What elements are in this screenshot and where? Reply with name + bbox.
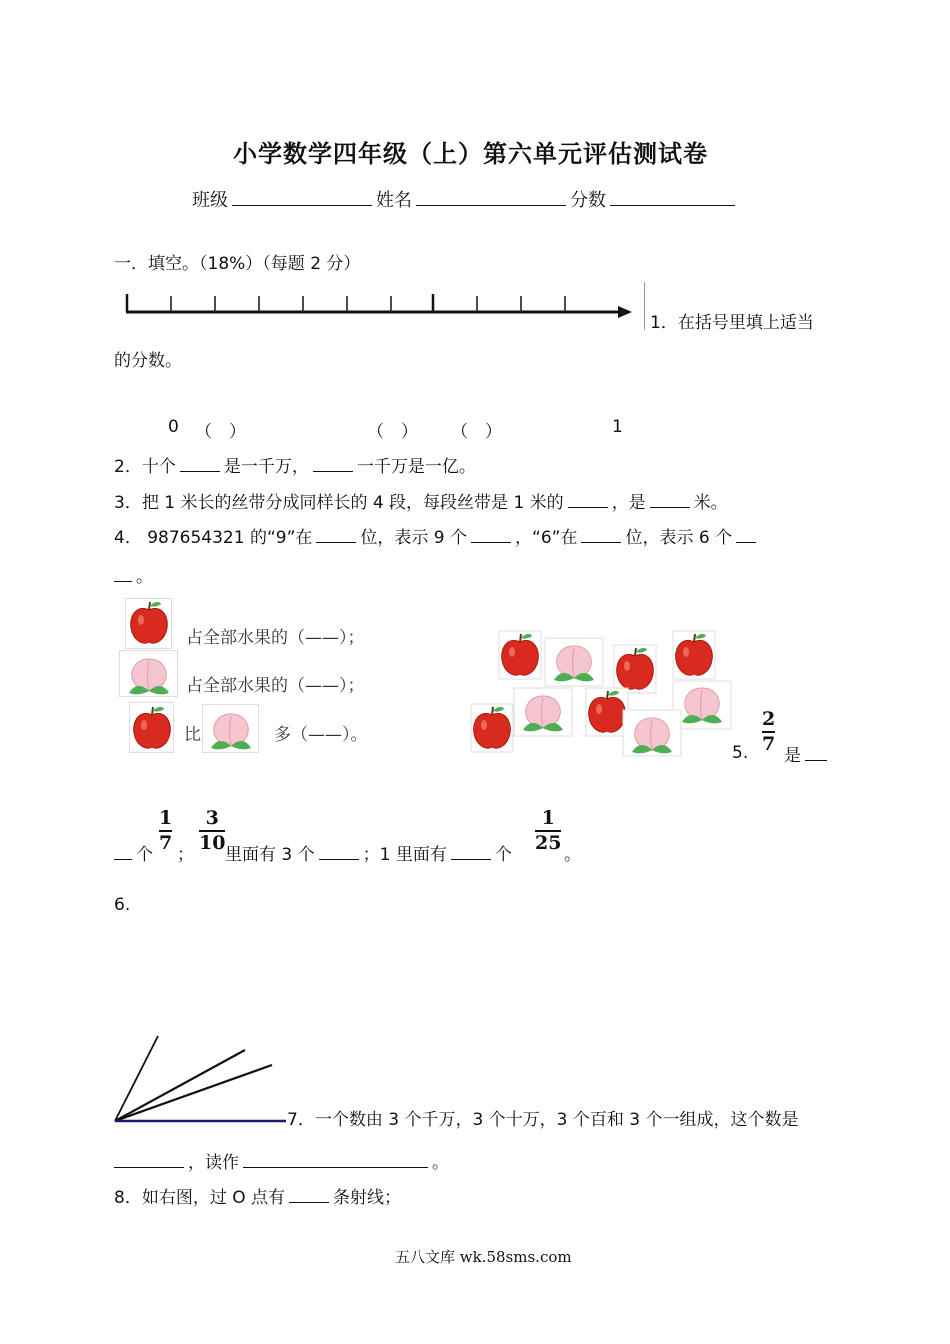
number-line bbox=[118, 288, 638, 324]
q1-text: 1．在括号里填上适当 bbox=[650, 313, 814, 333]
page-title: 小学数学四年级（上）第六单元评估测试卷 bbox=[233, 140, 708, 168]
peach-icon bbox=[119, 650, 179, 698]
q5-is: 是 bbox=[784, 741, 831, 766]
q4-blank-2[interactable] bbox=[471, 525, 511, 543]
apple-icon bbox=[586, 688, 628, 736]
label-one: 1 bbox=[612, 417, 623, 437]
fruit-group bbox=[468, 626, 738, 758]
q5-period: 。 bbox=[564, 845, 581, 865]
apple-icon bbox=[125, 598, 173, 650]
peach-icon bbox=[202, 704, 260, 754]
apple-icon bbox=[471, 704, 513, 752]
label-zero: 0 bbox=[168, 417, 179, 437]
q3: 3．把 1 米长的丝带分成同样长的 4 段，每段丝带是 1 米的 ，是 米。 bbox=[114, 488, 728, 513]
score-label: 分数 bbox=[570, 190, 606, 211]
peach-icon bbox=[623, 710, 681, 756]
rays-figure bbox=[110, 1030, 290, 1126]
class-blank[interactable] bbox=[232, 188, 372, 206]
legend-row3-a: 比 bbox=[184, 725, 201, 745]
fraction-2-7: 2 7 bbox=[762, 708, 776, 755]
q1-text-cont: 的分数。 bbox=[114, 351, 182, 371]
q5-blank-1b[interactable] bbox=[114, 842, 132, 860]
paren-c[interactable]: （ ） bbox=[451, 422, 502, 442]
q5-blank-2[interactable] bbox=[319, 842, 359, 860]
paren-a[interactable]: （ ） bbox=[195, 422, 246, 442]
q5-number: 5. bbox=[732, 743, 749, 763]
q7-blank-1[interactable] bbox=[114, 1150, 184, 1168]
legend-row1: 占全部水果的（——）； bbox=[186, 628, 365, 648]
q2-blank-2[interactable] bbox=[313, 454, 353, 472]
peach-icon bbox=[673, 681, 731, 729]
footer-watermark: 五八文库 wk.58sms.com bbox=[395, 1248, 572, 1266]
q5-inside: 里面有 3 个 ；1 里面有 个 bbox=[225, 840, 512, 865]
q3-blank-2[interactable] bbox=[650, 490, 690, 508]
legend-row2: 占全部水果的（——）； bbox=[186, 676, 365, 696]
q8-blank[interactable] bbox=[289, 1185, 329, 1203]
number-line-arrow bbox=[618, 306, 632, 318]
q6-number: 6. bbox=[114, 895, 131, 915]
q4: 4． 987654321 的“9”在 位，表示 9 个 ，“6”在 位，表示 6 个 bbox=[114, 523, 760, 548]
ray-2 bbox=[115, 1050, 245, 1121]
q8: 8．如右图，过 O 点有 条射线； bbox=[114, 1183, 401, 1208]
apple-icon bbox=[129, 702, 175, 754]
legend-row3-b: 多（——）。 bbox=[274, 725, 368, 745]
q2-blank-1[interactable] bbox=[180, 454, 220, 472]
q7-cont: ，读作 。 bbox=[114, 1148, 449, 1173]
q7-text: 7．一个数由 3 个千万，3 个十万，3 个百和 3 个一组成，这个数是 bbox=[287, 1110, 799, 1130]
paren-b[interactable]: （ ） bbox=[367, 422, 418, 442]
q4-blank-4b[interactable] bbox=[114, 564, 132, 582]
section1-heading: 一．填空。（18%）（每题 2 分） bbox=[114, 254, 361, 274]
q7-blank-2[interactable] bbox=[243, 1150, 428, 1168]
q3-blank-1[interactable] bbox=[568, 490, 608, 508]
q5-blank-1a[interactable] bbox=[805, 743, 827, 761]
q5-semicolon-1: ； bbox=[177, 845, 194, 865]
fraction-1-7: 1 7 bbox=[159, 807, 173, 854]
q4-blank-3[interactable] bbox=[581, 525, 621, 543]
q4-cont: 。 bbox=[114, 562, 153, 587]
fraction-3-10: 3 10 bbox=[199, 807, 226, 854]
q4-blank-1[interactable] bbox=[316, 525, 356, 543]
q5-blank-3[interactable] bbox=[451, 842, 491, 860]
apple-icon bbox=[499, 631, 541, 679]
name-label: 姓名 bbox=[376, 190, 412, 211]
q4-blank-4a[interactable] bbox=[736, 525, 756, 543]
score-blank[interactable] bbox=[610, 188, 735, 206]
name-blank[interactable] bbox=[416, 188, 566, 206]
fraction-1-25: 1 25 bbox=[535, 807, 562, 854]
apple-icon bbox=[614, 645, 656, 693]
q2: 2．十个 是一千万， 一千万是一亿。 bbox=[114, 452, 476, 477]
image-border bbox=[644, 282, 645, 330]
number-line-ticks bbox=[127, 294, 565, 312]
header-fields bbox=[192, 186, 739, 212]
class-label: 班级 bbox=[192, 190, 228, 211]
q5-line2: 个 bbox=[114, 840, 153, 865]
peach-icon bbox=[514, 688, 572, 736]
apple-icon bbox=[673, 631, 715, 679]
peach-icon bbox=[545, 638, 603, 686]
